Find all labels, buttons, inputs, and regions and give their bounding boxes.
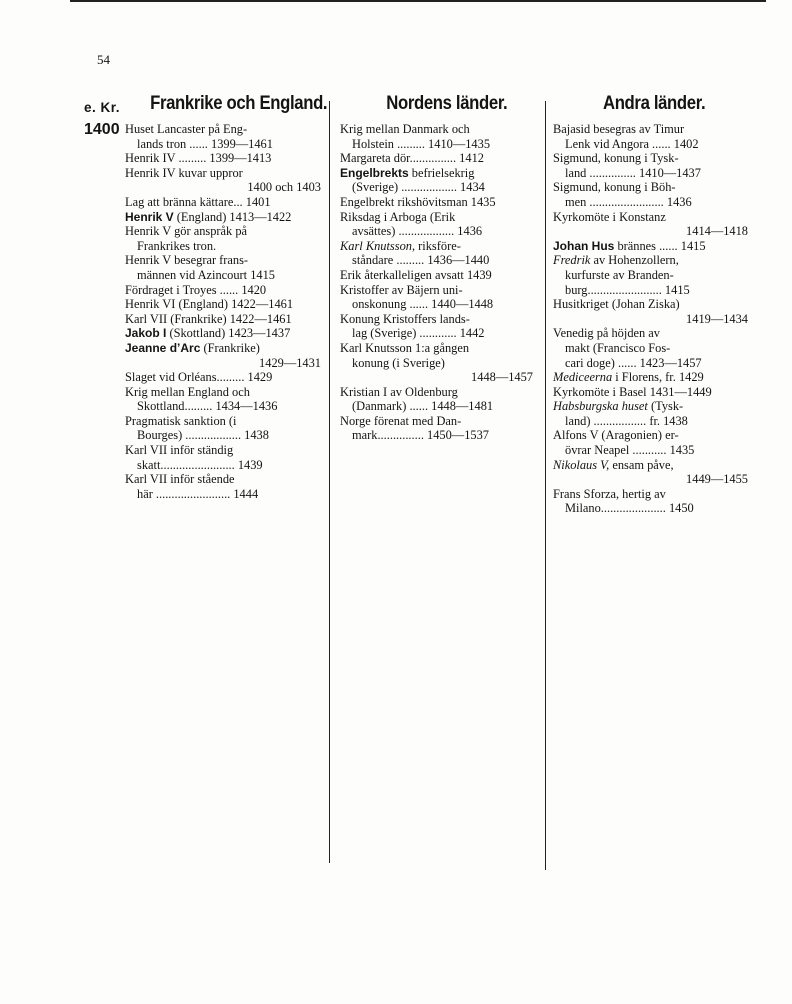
entry-line xyxy=(340,239,533,254)
entry-line xyxy=(340,297,533,312)
entry-text: Lag att bränna kättare... 1401 xyxy=(125,194,271,209)
entry-line xyxy=(125,122,321,137)
entry-text: Henrik IV kuvar uppror xyxy=(125,165,243,180)
entry-text: onskonung ...... 1440—1448 xyxy=(352,297,494,312)
entry-text: ensam påve, xyxy=(609,457,674,472)
entry-italic-name: Fredrik xyxy=(553,253,591,268)
entry-text: 1429—1431 xyxy=(259,355,321,370)
entry-line xyxy=(553,297,748,312)
entry-text: Fördraget i Troyes ...... 1420 xyxy=(125,282,267,297)
entry-text: (Skottland) 1423—1437 xyxy=(166,326,291,341)
entry-line xyxy=(340,195,533,210)
entry-text: Kristian I av Oldenburg xyxy=(340,384,458,399)
entry-line xyxy=(125,253,321,268)
entry-text: övrar Neapel ........... 1435 xyxy=(565,443,695,458)
entry-text: 1449—1455 xyxy=(686,472,748,487)
entry-text: Pragmatisk sanktion (i xyxy=(125,413,237,428)
entry-line xyxy=(553,137,748,152)
entry-text: men ........................ 1436 xyxy=(565,194,692,209)
entry-text: Skottland......... 1434—1436 xyxy=(137,399,278,414)
entry-bold-name: Henrik V xyxy=(125,209,174,224)
entry-text: Henrik VI (England) 1422—1461 xyxy=(125,297,294,312)
entry-text: Krig mellan Danmark och xyxy=(340,122,470,136)
column-divider-2 xyxy=(545,101,546,870)
entry-line xyxy=(340,122,533,137)
entry-italic-name: Karl Knutsson, xyxy=(340,238,416,253)
entry-line xyxy=(125,210,321,225)
entry-line xyxy=(553,414,748,429)
entry-bold-name: Jakob I xyxy=(125,326,167,341)
entry-italic-name: Habsburgska huset xyxy=(553,399,648,414)
entry-text: skatt........................ 1439 xyxy=(137,457,263,472)
entry-line xyxy=(125,180,321,195)
entry-text: ståndare ......... 1436—1440 xyxy=(352,253,490,268)
entry-text: makt (Francisco Fos- xyxy=(565,340,671,355)
entry-text: Lenk vid Angora ...... 1402 xyxy=(565,136,699,151)
entry-text: 1448—1457 xyxy=(471,370,533,385)
entry-line xyxy=(125,487,321,502)
entry-line xyxy=(340,341,533,356)
entry-bold-name: Engelbrekts xyxy=(340,165,409,180)
entry-line xyxy=(125,428,321,443)
entry-line xyxy=(553,224,748,239)
entry-line xyxy=(553,341,748,356)
top-rule xyxy=(70,0,766,2)
entry-text: lands tron ...... 1399—1461 xyxy=(137,136,273,151)
entry-bold-name: Johan Hus xyxy=(553,238,615,253)
entry-line xyxy=(553,458,748,473)
entry-line xyxy=(340,428,533,443)
entry-line xyxy=(125,151,321,166)
entry-text: Milano..................... 1450 xyxy=(565,501,694,516)
entry-bold-name: Jeanne d’Arc xyxy=(125,340,201,355)
entry-line xyxy=(125,283,321,298)
entry-line xyxy=(553,443,748,458)
entry-line xyxy=(340,414,533,429)
entry-line xyxy=(125,414,321,429)
entry-text: Venedig på höjden av xyxy=(553,326,661,341)
entry-text: Krig mellan England och xyxy=(125,384,250,399)
entry-text: Konung Kristoffers lands- xyxy=(340,311,470,326)
entry-text: Engelbrekt rikshövitsman 1435 xyxy=(340,194,496,209)
entry-text: här ........................ 1444 xyxy=(137,486,259,501)
entry-text: befrielsekrig xyxy=(408,165,475,180)
entry-line xyxy=(553,239,748,254)
entry-text: avsättes) .................. 1436 xyxy=(352,224,483,239)
entry-text: Holstein ......... 1410—1435 xyxy=(352,136,491,151)
entry-line xyxy=(125,312,321,327)
entry-line xyxy=(340,166,533,181)
entry-text: (England) 1413—1422 xyxy=(173,209,292,224)
entry-line xyxy=(553,180,748,195)
entry-line xyxy=(553,356,748,371)
entry-line xyxy=(553,326,748,341)
entry-line xyxy=(125,385,321,400)
entry-line xyxy=(125,341,321,356)
entry-text: Husitkriget (Johan Ziska) xyxy=(553,297,680,312)
entry-text: Frankrikes tron. xyxy=(137,238,217,253)
entry-text: Henrik V besegrar frans- xyxy=(125,253,249,268)
entry-line xyxy=(553,253,748,268)
entry-text: riksföre- xyxy=(415,238,461,253)
entry-line xyxy=(553,428,748,443)
entry-text: i Florens, fr. 1429 xyxy=(612,370,704,385)
entry-line xyxy=(125,166,321,181)
entry-text: land ............... 1410—1437 xyxy=(565,165,701,180)
entry-line xyxy=(125,326,321,341)
entry-line xyxy=(340,370,533,385)
entry-line xyxy=(125,195,321,210)
entry-text: 1419—1434 xyxy=(686,311,748,326)
entry-text: brännes ...... 1415 xyxy=(614,238,706,253)
entry-text: (Danmark) ...... 1448—1481 xyxy=(352,399,494,414)
entry-line xyxy=(340,312,533,327)
entry-line xyxy=(340,253,533,268)
year-label: 1400 xyxy=(84,121,120,138)
entry-line xyxy=(125,443,321,458)
entry-line xyxy=(340,326,533,341)
entry-text: männen vid Azincourt 1415 xyxy=(137,267,275,282)
entry-text: Henrik V gör anspråk på xyxy=(125,224,248,239)
column-other xyxy=(553,122,748,516)
entry-line xyxy=(125,458,321,473)
entry-text: Sigmund, konung i Böh- xyxy=(553,180,676,195)
entry-text: konung (i Sverige) xyxy=(352,355,445,370)
entry-line xyxy=(340,385,533,400)
heading-other: Andra länder. xyxy=(602,93,706,114)
heading-nordic: Nordens länder. xyxy=(386,93,508,114)
entry-line xyxy=(553,268,748,283)
entry-line xyxy=(553,195,748,210)
entry-text: 1414—1418 xyxy=(686,224,748,239)
entry-text: Sigmund, konung i Tysk- xyxy=(553,151,679,166)
entry-text: Kyrkomöte i Konstanz xyxy=(553,209,666,224)
entry-text: burg........................ 1415 xyxy=(565,282,690,297)
entry-line xyxy=(340,268,533,283)
entry-line xyxy=(125,224,321,239)
entry-line xyxy=(553,166,748,181)
entry-line xyxy=(340,356,533,371)
entry-text: Kristoffer av Bäjern uni- xyxy=(340,282,463,297)
entry-text: (Frankrike) xyxy=(200,340,260,355)
entry-text: kurfurste av Branden- xyxy=(565,267,674,282)
entry-line xyxy=(340,224,533,239)
entry-line xyxy=(553,399,748,414)
entry-text: Bourges) .................. 1438 xyxy=(137,428,269,443)
entry-line xyxy=(125,239,321,254)
entry-line xyxy=(125,399,321,414)
entry-text: Karl VII inför stående xyxy=(125,472,235,487)
entry-line xyxy=(553,370,748,385)
entry-line xyxy=(553,210,748,225)
entry-line xyxy=(340,180,533,195)
entry-text: Norge förenat med Dan- xyxy=(340,413,462,428)
entry-text: Alfons V (Aragonien) er- xyxy=(553,428,679,443)
entry-text: av Hohenzollern, xyxy=(590,253,679,268)
page-number: 54 xyxy=(97,52,110,67)
entry-text: Bajasid besegras av Timur xyxy=(553,122,685,136)
entry-text: Margareta dör............... 1412 xyxy=(340,151,484,166)
entry-line xyxy=(340,399,533,414)
entry-line xyxy=(553,472,748,487)
entry-line xyxy=(125,356,321,371)
entry-text: land) ................. fr. 1438 xyxy=(565,413,688,428)
entry-text: Henrik IV ......... 1399—1413 xyxy=(125,151,272,166)
entry-line xyxy=(125,268,321,283)
column-france-england xyxy=(125,122,321,501)
entry-text: Karl Knutsson 1:a gången xyxy=(340,340,470,355)
entry-text: Kyrkomöte i Basel 1431—1449 xyxy=(553,384,712,399)
entry-italic-name: Mediceerna xyxy=(553,370,613,385)
entry-text: lag (Sverige) ............ 1442 xyxy=(352,326,485,341)
entry-line xyxy=(125,297,321,312)
entry-line xyxy=(553,501,748,516)
entry-line xyxy=(125,370,321,385)
entry-line xyxy=(340,210,533,225)
column-nordic xyxy=(340,122,533,443)
entry-line xyxy=(553,122,748,137)
entry-line xyxy=(553,312,748,327)
entry-text: Huset Lancaster på Eng- xyxy=(125,122,248,136)
entry-line xyxy=(553,151,748,166)
entry-italic-name: Nikolaus V, xyxy=(553,457,610,472)
entry-line xyxy=(125,137,321,152)
entry-text: mark............... 1450—1537 xyxy=(352,428,489,443)
entry-text: Erik återkalleligen avsatt 1439 xyxy=(340,267,492,282)
entry-text: 1400 och 1403 xyxy=(247,180,321,195)
entry-text: Karl VII inför ständig xyxy=(125,443,234,458)
entry-line xyxy=(340,283,533,298)
entry-text: cari doge) ...... 1423—1457 xyxy=(565,355,702,370)
entry-text: Frans Sforza, hertig av xyxy=(553,486,666,501)
entry-line xyxy=(340,151,533,166)
entry-text: (Sverige) .................. 1434 xyxy=(352,180,485,195)
entry-text: Karl VII (Frankrike) 1422—1461 xyxy=(125,311,292,326)
entry-text: Slaget vid Orléans......... 1429 xyxy=(125,370,273,385)
entry-line xyxy=(125,472,321,487)
entry-line xyxy=(553,385,748,400)
entry-line xyxy=(553,487,748,502)
era-label: e. Kr. xyxy=(84,100,121,115)
entry-text: Riksdag i Arboga (Erik xyxy=(340,209,456,224)
heading-france-england: Frankrike och England. xyxy=(150,93,328,114)
column-divider-1 xyxy=(329,101,330,863)
entry-line xyxy=(340,137,533,152)
entry-line xyxy=(553,283,748,298)
entry-text: (Tysk- xyxy=(647,399,684,414)
